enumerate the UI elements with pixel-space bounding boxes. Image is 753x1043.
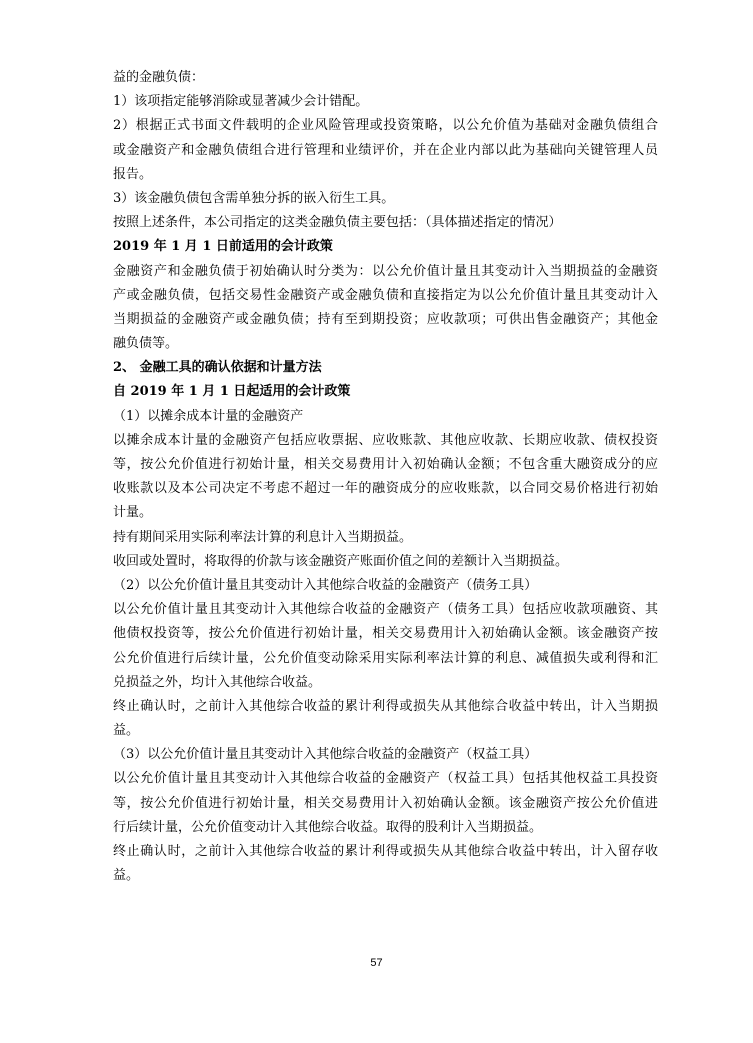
text-line: 按照上述条件，本公司指定的这类金融负债主要包括：（具体描述指定的情况） [113,215,562,231]
text-line: 益。 [113,868,140,884]
text-line: 以公允价值计量且其变动计入其他综合收益的金融资产（权益工具）包括其他权益工具投资 [113,771,658,787]
text-line: 产或金融负债，包括交易性金融资产或金融负债和直接指定为以公允价值计量且其变动计入 [113,287,658,303]
text-line: 报告。 [113,166,153,182]
text-line: 或金融资产和金融负债组合进行管理和业绩评价，并在企业内部以此为基础向关键管理人员 [113,142,658,158]
list-item: 1）该项指定能够消除或显著减少会计错配。 [113,94,369,110]
section-heading: 2、 金融工具的确认依据和计量方法 [113,360,322,376]
text-line: 收回或处置时，将取得的价款与该金融资产账面价值之间的差额计入当期损益。 [113,553,569,569]
text-line: 持有期间采用实际利率法计算的利息计入当期损益。 [113,529,413,545]
text-line: 益的金融负债： [113,70,205,85]
document-body [113,66,658,888]
text-line: 行后续计量，公允价值变动计入其他综合收益。取得的股利计入当期损益。 [113,819,543,835]
text-line: 融负债等。 [113,336,179,352]
subsection-heading: （3）以公允价值计量且其变动计入其他综合收益的金融资产（权益工具） [113,747,538,763]
section-heading: 自 2019 年 1 月 1 日起适用的会计政策 [113,384,351,400]
subsection-heading: （1）以摊余成本计量的金融资产 [113,408,304,424]
text-line: 公允价值进行后续计量，公允价值变动除采用实际利率法计算的利息、减值损失或利得和汇 [113,650,658,666]
section-heading: 2019 年 1 月 1 日前适用的会计政策 [113,239,333,255]
text-line: 当期损益的金融资产或金融负债；持有至到期投资；应收款项；可供出售金融资产；其他金 [113,311,658,327]
text-line: 计量。 [113,505,153,521]
text-line: 兑损益之外，均计入其他综合收益。 [113,674,322,690]
text-line: 益。 [113,723,140,739]
text-line: 等，按公允价值进行初始计量，相关交易费用计入初始确认金额。该金融资产按公允价值进 [113,795,658,811]
list-item: 2）根据正式书面文件载明的企业风险管理或投资策略，以公允价值为基础对金融负债组合 [113,118,658,134]
list-item: 3）该金融负债包含需单独分拆的嵌入衍生工具。 [113,190,395,206]
text-line: 金融资产和金融负债于初始确认时分类为：以公允价值计量且其变动计入当期损益的金融资 [113,263,658,279]
subsection-heading: （2）以公允价值计量且其变动计入其他综合收益的金融资产（债务工具） [113,577,538,593]
page-number: 57 [370,957,383,969]
text-line: 以公允价值计量且其变动计入其他综合收益的金融资产（债务工具）包括应收款项融资、其 [113,602,658,618]
text-line: 终止确认时，之前计入其他综合收益的累计利得或损失从其他综合收益中转出，计入留存收 [113,844,658,859]
text-line: 终止确认时，之前计入其他综合收益的累计利得或损失从其他综合收益中转出，计入当期损 [113,698,658,714]
text-line: 他债权投资等，按公允价值进行初始计量，相关交易费用计入初始确认金额。该金融资产按 [113,626,658,642]
text-line: 等，按公允价值进行初始计量，相关交易费用计入初始确认金额；不包含重大融资成分的应 [113,457,658,472]
text-line: 收账款以及本公司决定不考虑不超过一年的融资成分的应收账款，以合同交易价格进行初始 [113,481,658,497]
text-line: 以摊余成本计量的金融资产包括应收票据、应收账款、其他应收款、长期应收款、债权投资 [113,432,658,448]
